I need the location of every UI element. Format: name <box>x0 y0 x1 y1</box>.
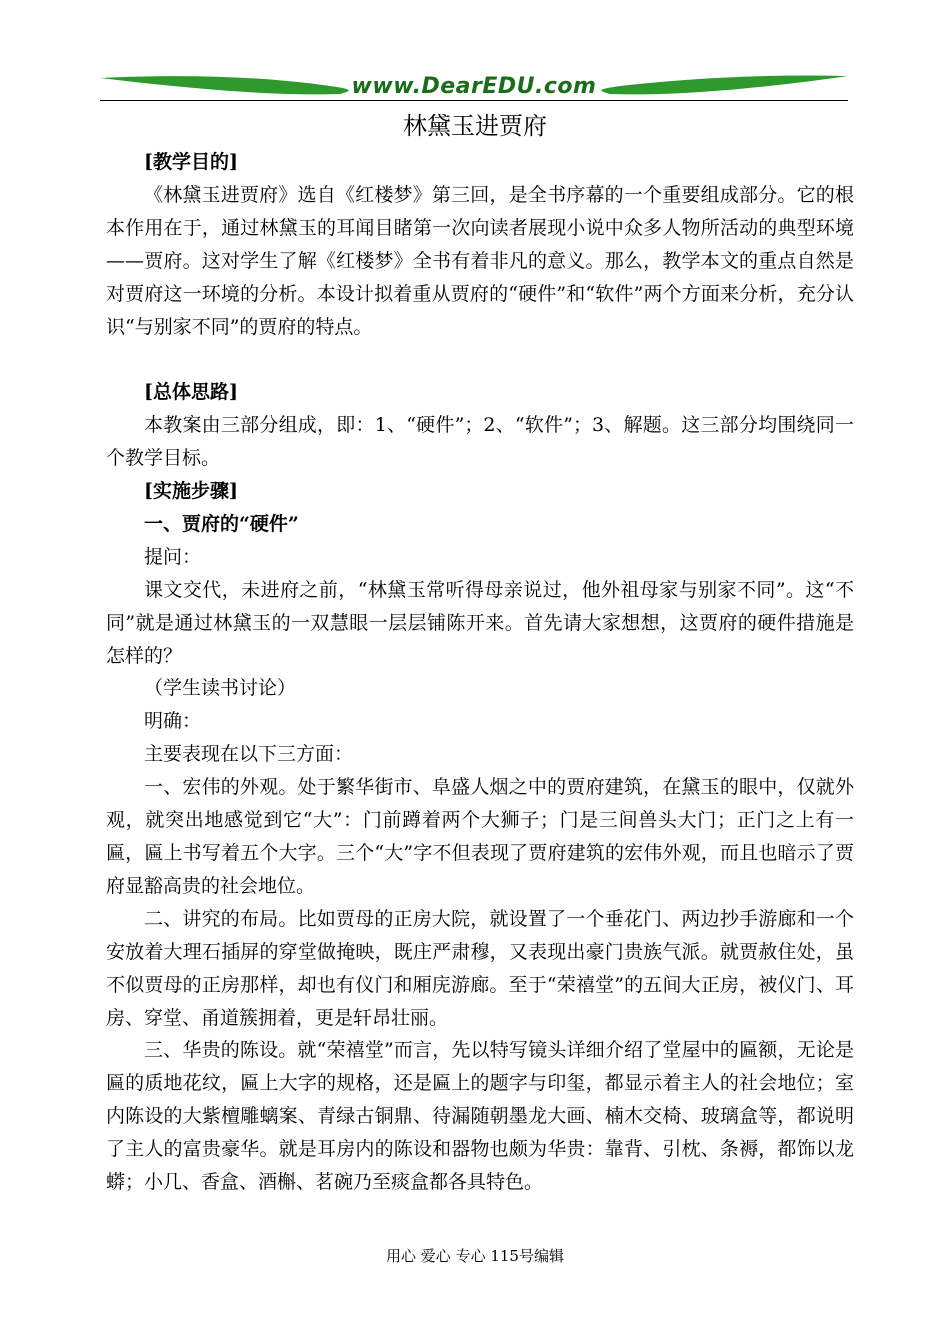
section-heading: [总体思路] <box>144 381 238 404</box>
page-title: 林黛玉进贾府 <box>403 112 547 140</box>
paragraph: 课文交代，未进府之前，“林黛玉常听得母亲说过，他外祖母家与别家不同”。这“不同”就是通过林黛玉的一双慧眼一层层铺陈开来。首先请大家想想，这贾府的硬件措施是怎样的？ <box>106 578 854 667</box>
paragraph: 三、华贵的陈设。就“荣禧堂”而言，先以特写镜头详细介绍了堂屋中的匾额，无论是匾的质地花纹，匾上大字的规格，还是匾上的题字与印玺，都显示着主人的社会地位；室内陈设的大紫檀雕螭案、青绿古铜鼎、待漏随朝墨龙大画、楠木交椅、玻璃盒等，都说明了主人的富贵豪华。就是耳房内的陈设和器物也颇为华贵：靠背、引枕、条褥，都饰以龙蟒；小几、香盒、酒槲、茗碗乃至痰盒都各具特色。 <box>106 1039 854 1194</box>
document-body <box>106 146 854 1199</box>
section-subheading: 一、贾府的“硬件” <box>144 512 299 535</box>
section-heading: [教学目的] <box>144 151 238 173</box>
paragraph: 二、讲究的布局。比如贾母的正房大院，就设置了一个垂花门、两边抄手游廊和一个安放着大理石插屏的穿堂做掩映，既庄严肃穆，又表现出豪门贵族气派。就贾赦住处，虽不似贾母的正房那样，却也有仪门和厢庑游廊。至于“荣禧堂”的五间大正房，被仪门、耳房、穿堂、甬道簇拥着，更是轩昂壮丽。 <box>106 907 854 1029</box>
paragraph: 一、宏伟的外观。处于繁华街市、阜盛人烟之中的贾府建筑，在黛玉的眼中，仅就外观，就突出地感觉到它“大”：门前蹲着两个大狮子；门是三间兽头大门；正门之上有一匾，匾上书写着五个大字。三个“大”字不但表现了贾府建筑的宏伟外观，而且也暗示了贾府显豁高贵的社会地位。 <box>106 776 854 897</box>
header-divider <box>100 100 848 101</box>
paragraph: （学生读书讨论） <box>144 677 297 700</box>
paragraph: 本教案由三部分组成，即：1、“硬件”；2、“软件”；3、解题。这三部分均围绕同一个教学目标。 <box>106 414 854 470</box>
paragraph: 明确： <box>144 710 202 733</box>
header-banner <box>100 70 848 104</box>
site-logo[interactable]: www.DearEDU.com <box>351 74 597 99</box>
paragraph: 《林黛玉进贾府》选自《红楼梦》第三回，是全书序幕的一个重要组成部分。它的根本作用在于，通过林黛玉的耳闻目睹第一次向读者展现小说中众多人物所活动的典型环境——贾府。这对学生了解《红楼梦》全书有着非凡的意义。那么，教学本文的重点自然是对贾府这一环境的分析。本设计拟着重从贾府的“硬件”和“软件”两个方面来分析，充分认识“与别家不同”的贾府的特点。 <box>106 183 854 338</box>
section-heading: [实施步骤] <box>144 480 238 503</box>
paragraph: 提问： <box>144 545 202 568</box>
page-footer: 用心 爱心 专心 115号编辑 <box>386 1247 564 1265</box>
paragraph: 主要表现在以下三方面： <box>144 743 354 766</box>
